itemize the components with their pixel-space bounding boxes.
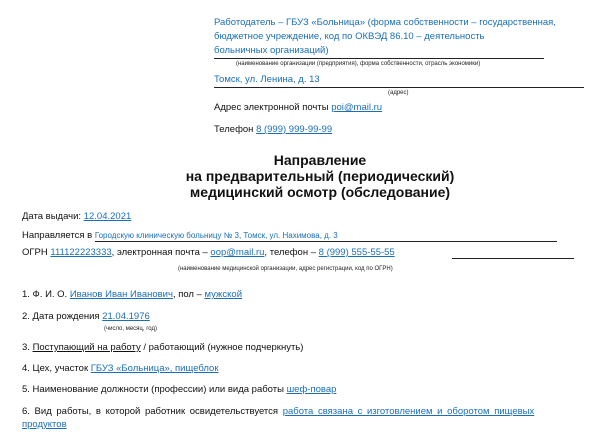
employer-line-3-wrap: [214, 44, 544, 59]
address-caption: (адрес): [388, 90, 409, 96]
ogrn-line: [22, 247, 574, 259]
ogrn-phone-value: 8 (999) 555-55-55: [318, 247, 395, 258]
item-1-value: Иванов Иван Иванович: [69, 289, 173, 300]
phone-label: Телефон: [214, 124, 257, 135]
phone-line: [214, 124, 332, 135]
employer-caption: (наименование организации (предприятия), форма собственности, отрасль экономики): [236, 61, 481, 67]
item-1-label: 1. Ф. И. О.: [22, 289, 70, 300]
phone-value: 8 (999) 999-99-99: [256, 124, 333, 135]
ogrn-underline: [452, 258, 574, 259]
address-value: Томск, ул. Ленина, д. 13: [214, 74, 320, 85]
item-6-work-type: [22, 405, 578, 431]
item-3-prefix: 3.: [22, 342, 33, 353]
ogrn-email-label: , электронная почта –: [111, 247, 211, 258]
employer-block: [214, 16, 584, 59]
sent-to-value: Городскую клиническую больницу № 3, Томск, ул. Нахимова, д. 3: [94, 231, 338, 240]
item-3-status: [22, 342, 303, 353]
address-field: [214, 74, 584, 88]
item-3-underlined: Поступающий на работу: [32, 342, 141, 353]
email-label: Адрес электронной почты: [214, 102, 332, 113]
item-2-caption: (число, месяц, год): [104, 326, 157, 332]
item-4-department: [22, 363, 218, 374]
issue-date-label: Дата выдачи:: [22, 211, 84, 222]
item-5-position: [22, 384, 336, 395]
ogrn-email-value: oop@mail.ru: [210, 247, 265, 258]
employer-line-1: Работодатель – ГБУЗ «Больница» (форма собственности – государственная,: [214, 17, 556, 28]
heading-line-2: на предварительный (периодический): [185, 168, 455, 184]
email-value: poi@mail.ru: [331, 102, 383, 113]
item-4-label: 4. Цех, участок: [22, 363, 91, 374]
sent-to-underline: [95, 241, 557, 242]
heading-line-1: Направление: [273, 152, 367, 168]
employer-line-2: бюджетное учреждение, код по ОКВЭД 86.10 – деятельность: [214, 31, 485, 42]
employer-line-3: больничных организаций): [214, 45, 329, 56]
ogrn-caption: (наименование медицинской организации, адрес регистрации, код по ОГРН): [178, 266, 393, 272]
ogrn-phone-label: , телефон –: [264, 247, 319, 258]
ogrn-label: ОГРН: [22, 247, 51, 258]
item-4-value: ГБУЗ «Больница», пищеблок: [90, 363, 219, 374]
item-1-sex-label: , пол –: [172, 289, 205, 300]
sent-to-line: [22, 230, 557, 242]
item-6-value-line-2: продуктов: [22, 419, 67, 430]
item-5-value: шеф-повар: [286, 384, 337, 395]
issue-date-value: 12.04.2021: [83, 211, 132, 222]
item-2-label: 2. Дата рождения: [22, 311, 103, 322]
issue-date-line: [22, 211, 131, 222]
item-1-sex-value: мужской: [204, 289, 242, 300]
item-2-value: 21.04.1976: [102, 311, 150, 322]
item-5-label: 5. Наименование должности (профессии) или вида работы: [22, 384, 287, 395]
ogrn-value: 111122223333: [50, 247, 112, 258]
item-6-label: 6. Вид работы, в которой работник освидетельствуется: [22, 406, 283, 417]
item-1-name: [22, 289, 242, 300]
item-2-birthdate: [22, 311, 150, 322]
item-6-value-line-1: работа связана с изготовлением и оборотом пищевых: [282, 406, 535, 417]
sent-to-label: Направляется в: [22, 230, 95, 241]
email-line: [214, 102, 382, 113]
heading-line-3: медицинский осмотр (обследование): [189, 184, 451, 200]
document-heading: [120, 152, 520, 200]
item-3-rest: / работающий (нужное подчеркнуть): [140, 342, 304, 353]
